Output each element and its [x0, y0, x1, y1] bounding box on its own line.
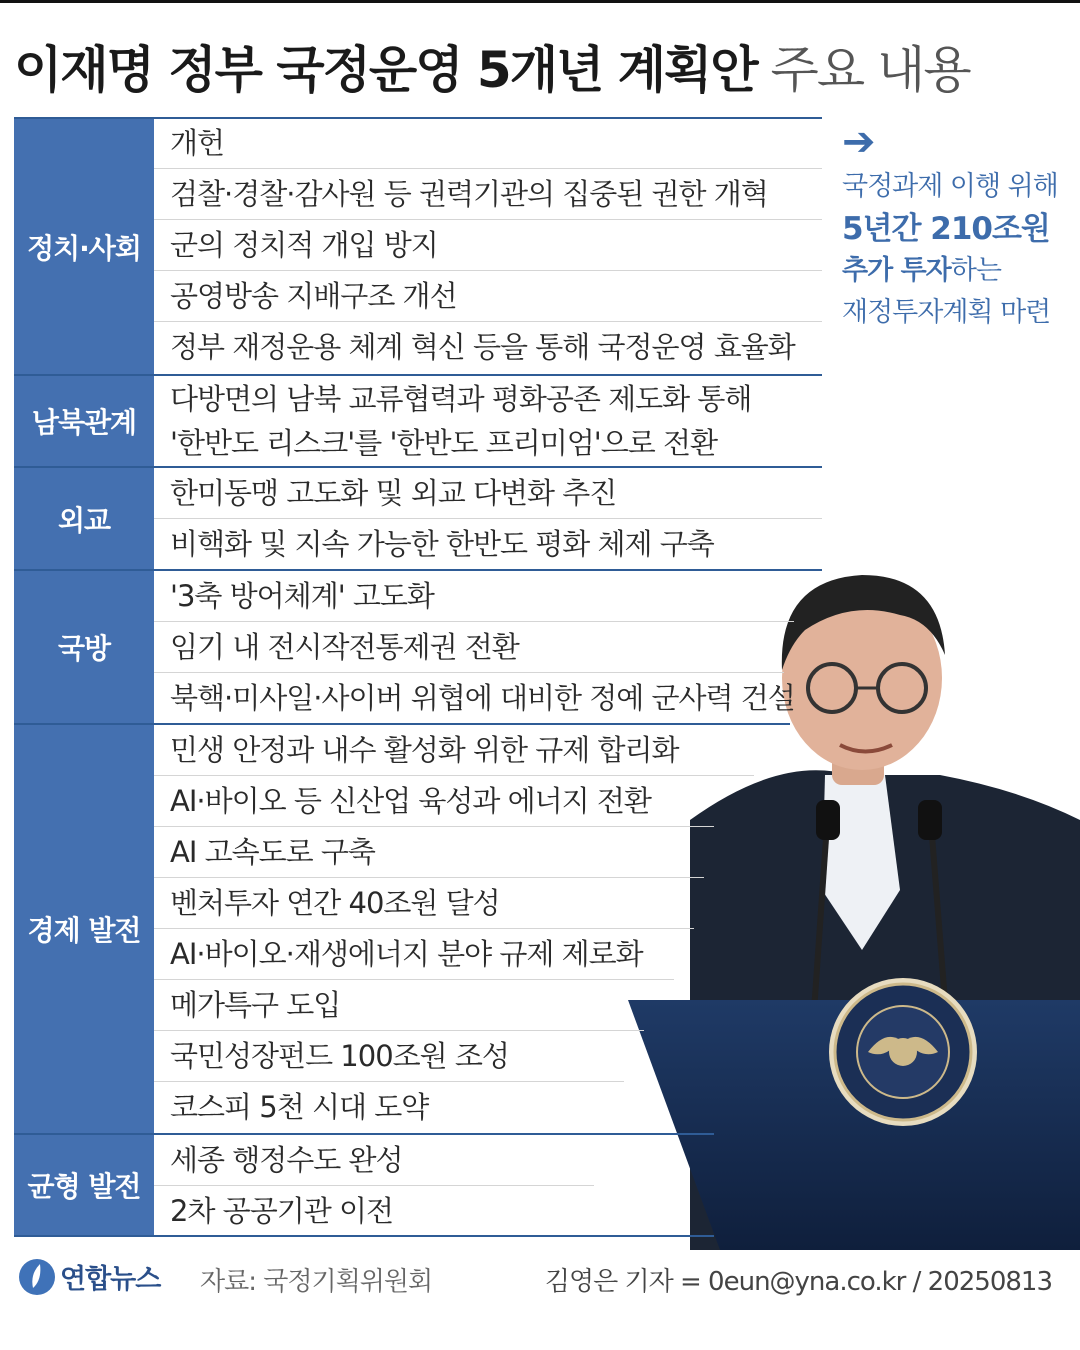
list-item-line: 다방면의 남북 교류협력과 평화공존 제도화 통해	[170, 382, 752, 416]
list-item: 세종 행정수도 완성	[154, 1135, 594, 1186]
list-item: AI·바이오 등 신산업 육성과 에너지 전환	[154, 776, 714, 827]
side-note-bold: 추가 투자	[842, 255, 951, 286]
arrow-right-icon: ➔	[842, 119, 876, 165]
presidential-seal	[829, 978, 977, 1126]
page-title	[14, 34, 970, 106]
list-item: 공영방송 지배구조 개선	[154, 271, 822, 322]
side-note-highlight: 5년간 210조원	[842, 211, 1050, 247]
yonhap-logo	[18, 1257, 160, 1296]
list-item: 개헌	[154, 118, 822, 169]
list-item: 국민성장펀드 100조원 조성	[154, 1031, 624, 1082]
category-economy: 경제 발전	[14, 724, 154, 1134]
list-item: 검찰·경찰·감사원 등 권력기관의 집중된 권한 개혁	[154, 169, 822, 220]
side-note-line: 국정과제 이행 위해	[842, 171, 1058, 202]
source-text: 자료: 국정기획위원회	[200, 1267, 433, 1297]
list-item: 2차 공공기관 이전	[170, 1194, 393, 1228]
yonhap-logo-icon	[18, 1258, 56, 1296]
credit-text: 김영은 기자 = 0eun@yna.co.kr / 20250813	[544, 1267, 1052, 1297]
list-item: AI 고속도로 구축	[154, 827, 704, 878]
side-note-text: 하는	[950, 255, 1001, 286]
side-note-line: 재정투자계획 마련	[842, 297, 1051, 328]
footer	[0, 1255, 1080, 1303]
list-item: 메가특구 도입	[154, 980, 644, 1031]
list-item: 벤처투자 연간 40조원 달성	[154, 878, 694, 929]
list-item: '3축 방어체계' 고도화	[154, 571, 794, 622]
title-bold: 이재명 정부 국정운영 5개년 계획안	[14, 41, 757, 99]
list-item: 정부 재정운용 체계 혁신 등을 통해 국정운영 효율화	[170, 330, 795, 364]
list-item: 코스피 5천 시대 도약	[170, 1090, 429, 1124]
category-diplomacy: 외교	[14, 467, 154, 570]
category-balanced: 균형 발전	[14, 1134, 154, 1236]
list-item	[154, 375, 822, 467]
category-politics: 정치·사회	[14, 118, 154, 375]
list-item: 한미동맹 고도화 및 외교 다변화 추진	[154, 468, 822, 519]
title-light: 주요 내용	[770, 41, 970, 99]
category-inter-korean: 남북관계	[14, 375, 154, 467]
list-item: 비핵화 및 지속 가능한 한반도 평화 체제 구축	[170, 527, 714, 561]
category-defense: 국방	[14, 570, 154, 724]
logo-text: 연합뉴스	[60, 1264, 161, 1295]
list-item: 민생 안정과 내수 활성화 위한 규제 합리화	[154, 725, 754, 776]
side-note	[842, 118, 1072, 334]
list-item: AI·바이오·재생에너지 분야 규제 제로화	[154, 929, 674, 980]
list-item: 북핵·미사일·사이버 위협에 대비한 정예 군사력 건설	[170, 681, 795, 715]
list-item-line: '한반도 리스크'를 '한반도 프리미엄'으로 전환	[170, 426, 718, 460]
list-item: 군의 정치적 개입 방지	[154, 220, 822, 271]
list-item: 임기 내 전시작전통제권 전환	[154, 622, 784, 673]
top-rule	[0, 0, 1080, 3]
